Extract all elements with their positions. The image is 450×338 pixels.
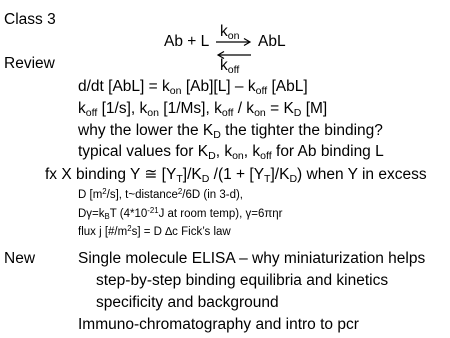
ein-part-a: Dγ=k bbox=[78, 208, 105, 220]
ein-part-c: J at room temp), γ=6πηr bbox=[158, 208, 283, 220]
fx-part-d: ]/K bbox=[270, 166, 290, 183]
k-on-subscript: on bbox=[227, 29, 240, 42]
fx-binding bbox=[45, 167, 427, 183]
typical-sub-d: D bbox=[208, 149, 216, 162]
k-off-subscript: off bbox=[227, 63, 240, 76]
k-off-letter: k bbox=[220, 57, 228, 74]
new-line-3: specificity and background bbox=[96, 294, 279, 311]
units-part-f: [M] bbox=[301, 100, 328, 117]
typical-sub-on: on bbox=[232, 149, 244, 162]
review-heading: Review bbox=[4, 55, 55, 72]
why-part-a: why the lower the K bbox=[78, 122, 214, 139]
units-part-c: [1/Ms], k bbox=[163, 100, 222, 117]
class-title: Class 3 bbox=[4, 11, 56, 28]
units-part-b: [1/s], k bbox=[101, 100, 148, 117]
typical-part-d: for Ab binding L bbox=[271, 143, 384, 160]
units-sub-b: on bbox=[147, 106, 159, 119]
rate-eq-sub-on: on bbox=[169, 84, 182, 97]
flux-sup: 2 bbox=[127, 224, 132, 234]
fx-sub-d2: D bbox=[289, 172, 298, 185]
units-sub-d: on bbox=[254, 106, 266, 119]
diff-part-b: /s], t~distance bbox=[106, 189, 178, 201]
diffusion-line bbox=[78, 187, 243, 202]
flux-part-b: s] = D ∆c Fick’s law bbox=[131, 226, 231, 238]
fx-sub-t1: T bbox=[176, 172, 183, 185]
fx-part-e: ) when Y in excess bbox=[297, 166, 427, 183]
new-heading: New bbox=[4, 250, 36, 267]
why-sub-d: D bbox=[213, 128, 221, 141]
k-on-letter: k bbox=[220, 23, 228, 40]
new-line-1: Single molecule ELISA – why miniaturization helps bbox=[78, 250, 426, 267]
units-part-e: = K bbox=[265, 100, 294, 117]
fx-sub-d1: D bbox=[201, 172, 210, 185]
ein-sub-b: B bbox=[104, 212, 110, 222]
fx-part-c: /(1 + [Y bbox=[209, 166, 265, 183]
einstein-line bbox=[78, 206, 283, 222]
diff-sup-a: 2 bbox=[102, 187, 107, 197]
fx-part-b: ]/K bbox=[182, 166, 202, 183]
rate-equation bbox=[78, 79, 308, 95]
typical-part-a: typical values for K bbox=[78, 143, 209, 160]
rate-units bbox=[78, 101, 327, 117]
units-sub-a: off bbox=[85, 106, 98, 119]
typical-part-b: , k bbox=[215, 143, 233, 160]
why-lower-kd bbox=[78, 123, 383, 139]
ein-sup: -21 bbox=[147, 206, 159, 216]
typical-part-c: , k bbox=[243, 143, 261, 160]
rate-eq-sub-off: off bbox=[255, 84, 268, 97]
rate-eq-part-a: d/dt [AbL] = k bbox=[78, 78, 170, 95]
reaction-right: AbL bbox=[258, 33, 286, 50]
diff-part-a: D [m bbox=[78, 189, 103, 201]
fx-sub-t2: T bbox=[264, 172, 271, 185]
reaction-left: Ab + L bbox=[164, 33, 210, 50]
flux-part-a: flux j [#/m bbox=[78, 226, 128, 238]
new-line-2: step-by-step binding equilibria and kinetics bbox=[96, 272, 389, 289]
rate-eq-part-c: [AbL] bbox=[271, 78, 308, 95]
units-sub-e: D bbox=[293, 106, 302, 119]
flux-line bbox=[78, 224, 231, 239]
units-part-d: / k bbox=[233, 100, 255, 117]
diff-sup-b: 2 bbox=[177, 187, 183, 197]
typical-sub-off: off bbox=[260, 149, 272, 162]
rate-eq-part-b: [Ab][L] – k bbox=[185, 78, 256, 95]
ein-part-b: T (4*10 bbox=[109, 208, 148, 220]
new-line-4: Immuno-chromatography and intro to pcr bbox=[78, 316, 359, 333]
units-sub-c: off bbox=[221, 106, 234, 119]
diff-part-c: /6D (in 3-d), bbox=[182, 189, 243, 201]
units-part-a: k bbox=[78, 100, 86, 117]
reaction-k-off bbox=[220, 58, 239, 74]
forward-arrow-icon bbox=[214, 37, 254, 47]
typical-values bbox=[78, 144, 384, 160]
fx-part-a: fx X binding Y ≅ [Y bbox=[45, 166, 177, 183]
why-part-b: the tighter the binding? bbox=[220, 122, 383, 139]
